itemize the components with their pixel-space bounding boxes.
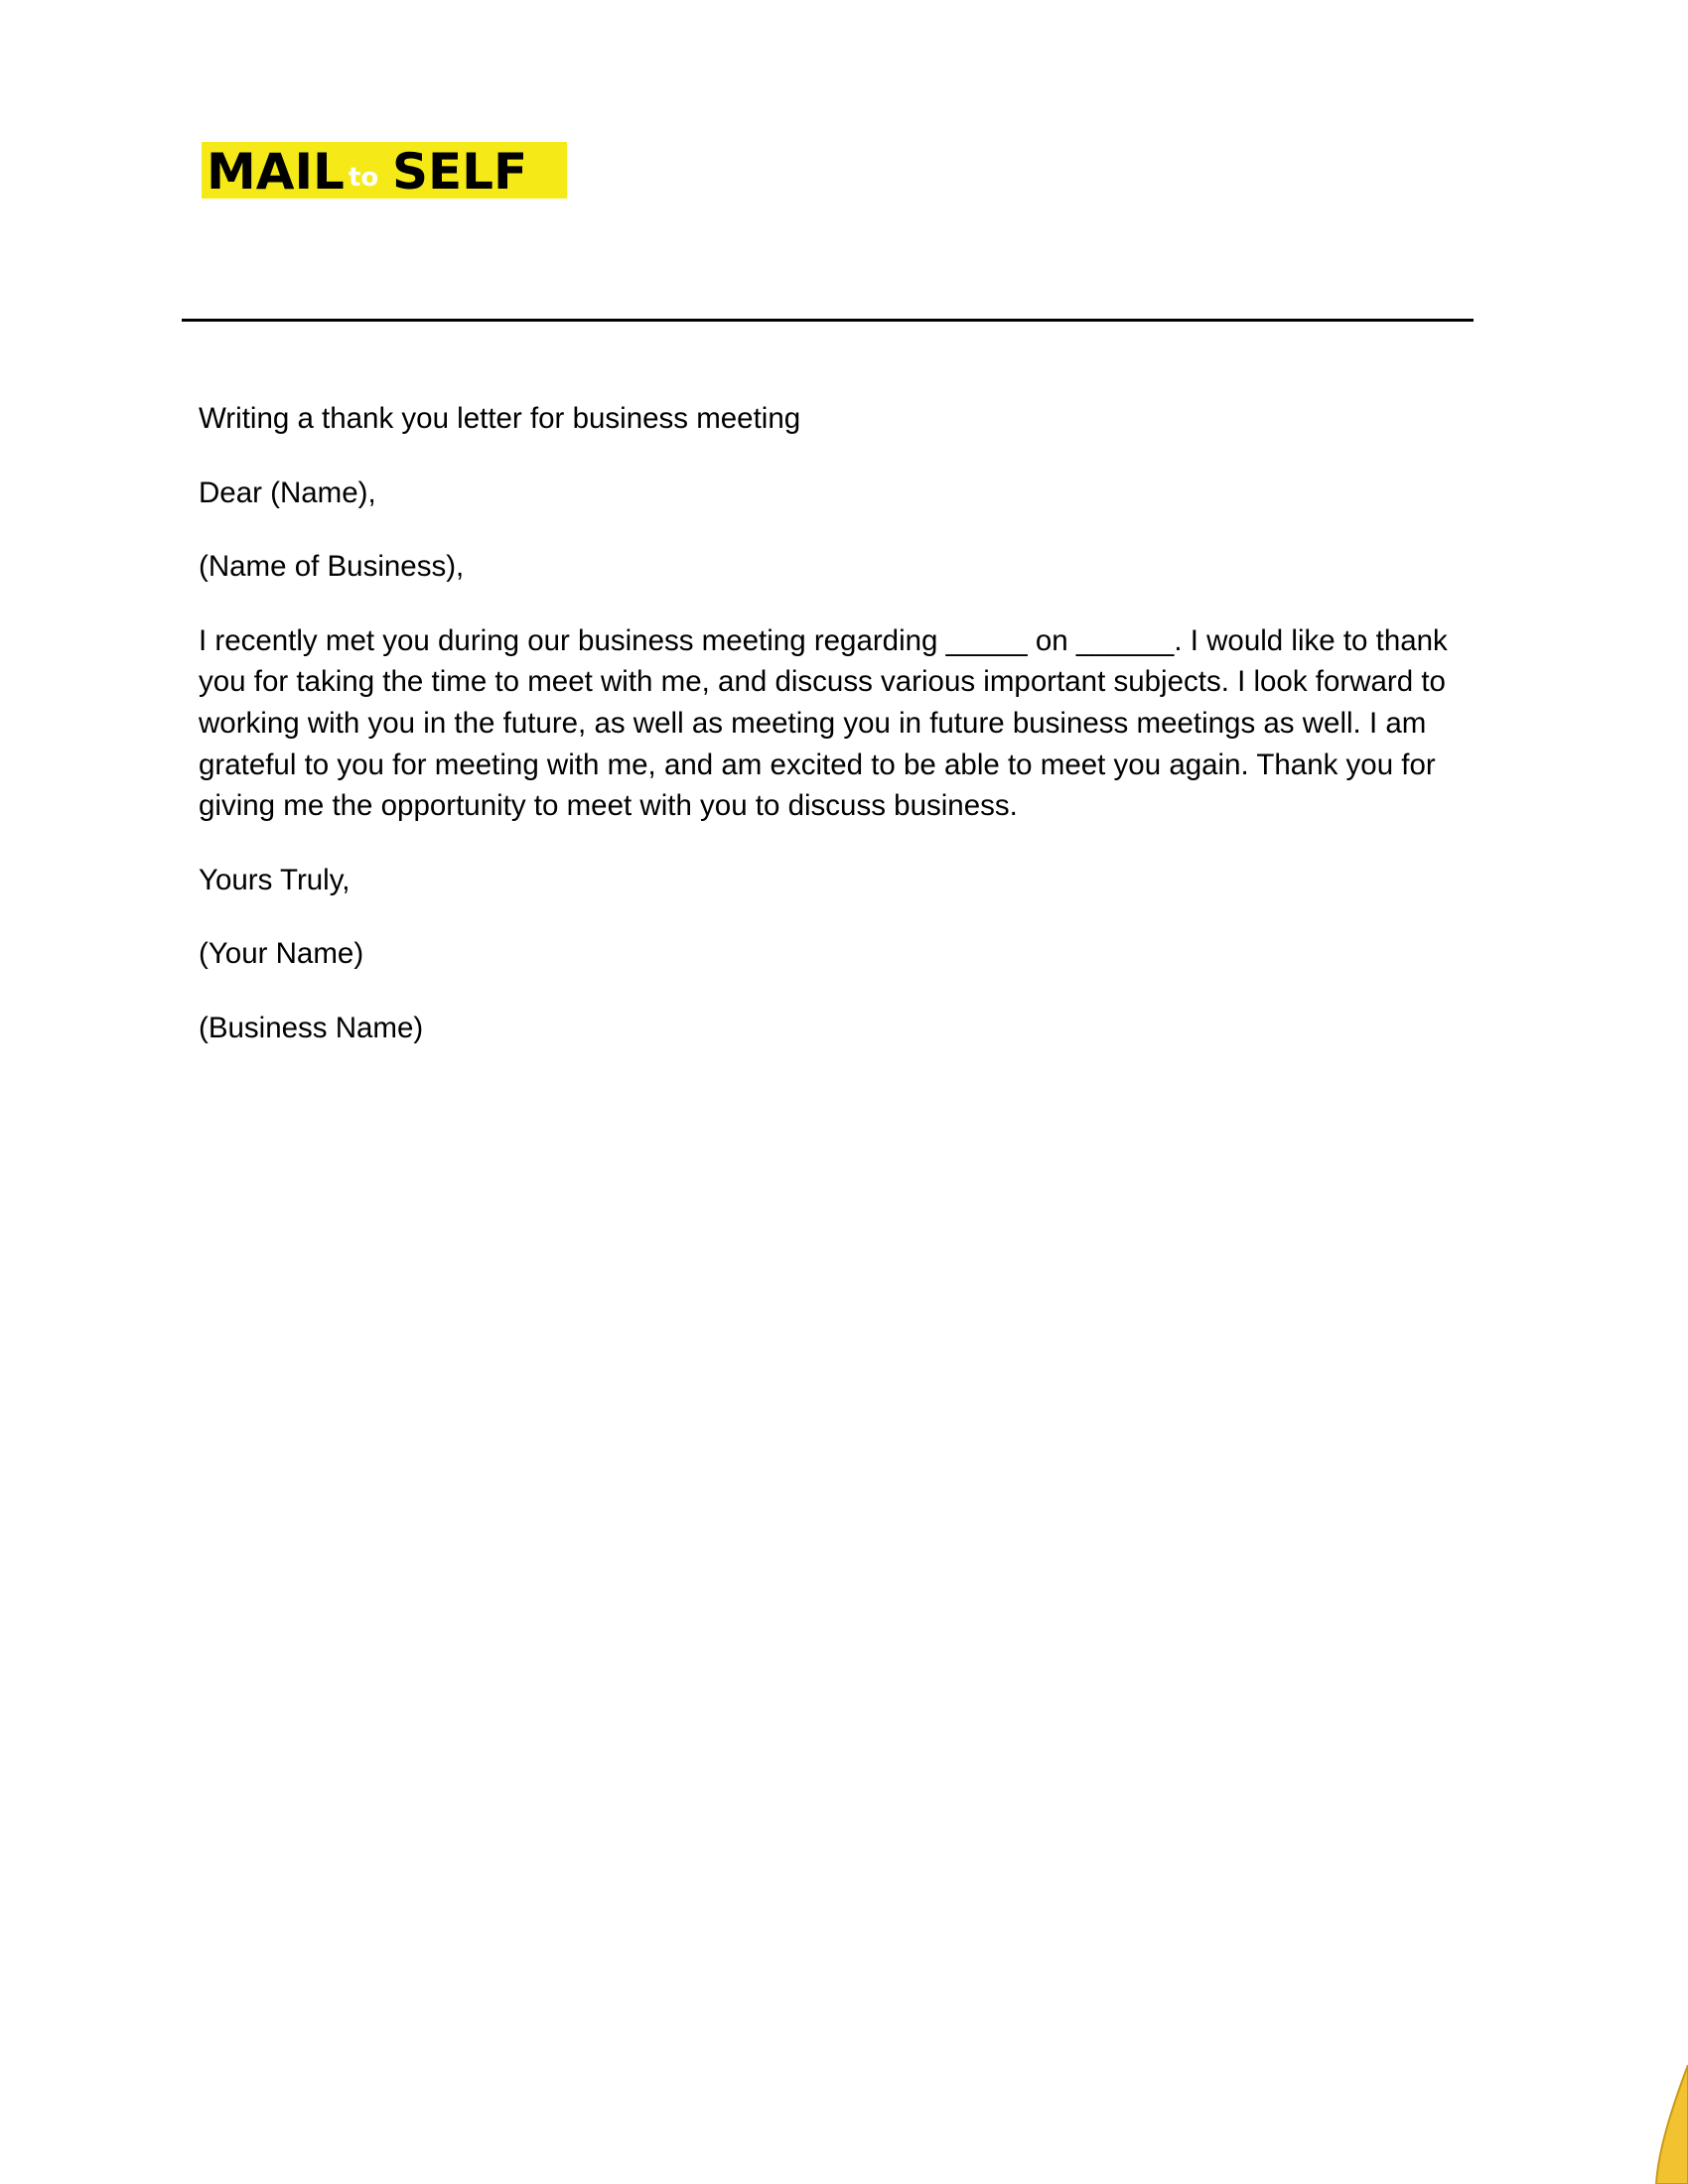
letter-body	[199, 398, 1489, 1082]
logo-text-to: to	[349, 163, 379, 193]
header-divider	[182, 319, 1474, 322]
logo-wordmark	[202, 142, 567, 199]
corner-wave-shape	[1656, 2065, 1688, 2184]
letter-subject: Writing a thank you letter for business meeting	[199, 402, 801, 435]
letter-business-name: (Name of Business),	[199, 550, 465, 584]
letter-salutation: Dear (Name),	[199, 476, 376, 509]
mailtoself-logo	[202, 142, 567, 199]
letter-paragraph: I recently met you during our business meeting regarding _____ on ______. I would like to thank you for taking the time to meet with me, and discuss various important subjects. I look forward to working with you in the future, as well as meeting you in future business meetings as well. I am grateful to you for meeting with me, and am excited to be able to meet you again. Thank you for giving me the opportunity to meet with you to discuss business.	[199, 623, 1448, 823]
letter-signature-name: (Your Name)	[199, 937, 364, 971]
logo-text-self: SELF	[392, 143, 528, 199]
letter-signature-business: (Business Name)	[199, 1011, 424, 1044]
logo-text-mail: MAIL	[207, 143, 345, 199]
letter-closing: Yours Truly,	[199, 863, 351, 896]
corner-decoration	[1628, 2065, 1688, 2184]
